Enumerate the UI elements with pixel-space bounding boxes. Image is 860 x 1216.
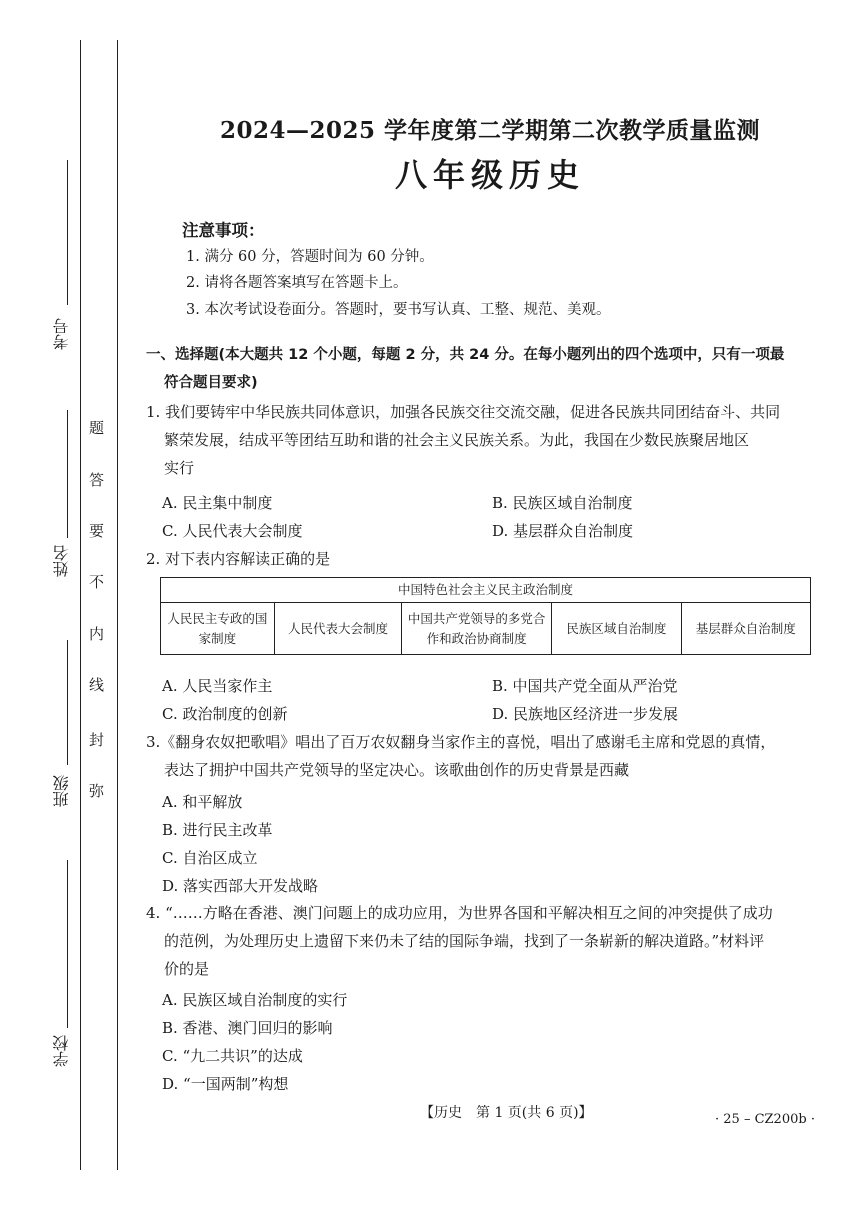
table-cell: 基层群众自治制度 — [681, 603, 810, 655]
question-3-option-b: B. 进行民主改革 — [162, 821, 273, 839]
notice-item: 3. 本次考试设卷面分。答题时，要书写认真、工整、规范、美观。 — [186, 302, 611, 318]
question-4-option-c: C. “九二共识”的达成 — [162, 1047, 303, 1065]
question-1-option-d: D. 基层群众自治制度 — [492, 522, 634, 540]
seal-char: 封 — [87, 732, 105, 747]
question-3-option-c: C. 自治区成立 — [162, 849, 258, 867]
question-2-option-c: C. 政治制度的创新 — [162, 705, 288, 723]
stem-line: 1. 我们要铸牢中华民族共同体意识，加强各民族交往交流交融，促进各民族共同团结奋斗、共同 — [146, 403, 781, 421]
exam-number-blank — [67, 160, 68, 305]
seal-char: 线 — [87, 677, 105, 692]
class-label: 班级 — [52, 775, 71, 807]
paper-code: · 25 – CZ200b · — [715, 1112, 815, 1127]
question-1-stem — [146, 398, 816, 482]
stem-line: 繁荣发展，结成平等团结互助和谐的社会主义民族关系。为此，我国在少数民族聚居地区 — [164, 431, 750, 449]
class-blank — [67, 640, 68, 765]
page-footer: 【历史 第 1 页(共 6 页)】 — [420, 1105, 593, 1121]
stem-line: 3.《翻身农奴把歌唱》唱出了百万农奴翻身当家作主的喜悦，唱出了感谢毛主席和党恩的真情， — [146, 733, 776, 751]
notice-heading: 注意事项： — [182, 221, 265, 240]
question-1-option-b: B. 民族区域自治制度 — [492, 494, 633, 512]
section-heading-line: 符合题目要求) — [164, 375, 258, 391]
question-3-option-d: D. 落实西部大开发战略 — [162, 877, 319, 895]
stem-line: 价的是 — [164, 960, 210, 978]
seal-char: 弥 — [87, 783, 105, 798]
section-heading-line: 一、选择题(本大题共 12 个小题，每题 2 分，共 24 分。在每小题列出的四个选项中，只有一项最 — [146, 347, 785, 363]
table-header: 中国特色社会主义民主政治制度 — [161, 578, 811, 603]
section-heading — [146, 341, 816, 397]
table-cell: 人民代表大会制度 — [274, 603, 401, 655]
seal-char: 答 — [87, 472, 105, 487]
question-3-option-a: A. 和平解放 — [162, 793, 243, 811]
notice-item: 2. 请将各题答案填写在答题卡上。 — [186, 275, 408, 291]
notice-item: 1. 满分 60 分，答题时间为 60 分钟。 — [186, 249, 434, 265]
margin-line-inner — [117, 40, 118, 1170]
table-cell: 人民民主专政的国家制度 — [161, 603, 275, 655]
question-2-option-d: D. 民族地区经济进一步发展 — [492, 705, 679, 723]
seal-char: 不 — [87, 574, 105, 589]
question-2-option-a: A. 人民当家作主 — [162, 677, 273, 695]
stem-line: 实行 — [164, 459, 195, 477]
stem-line: 表达了拥护中国共产党领导的坚定决心。该歌曲创作的历史背景是西藏 — [164, 761, 630, 779]
question-3-stem — [146, 728, 816, 784]
seal-char: 内 — [87, 626, 105, 641]
question-1-option-a: A. 民主集中制度 — [162, 494, 273, 512]
question-2-stem — [146, 545, 816, 573]
table-cell: 民族区域自治制度 — [552, 603, 681, 655]
stem-line: 4. “……方略在香港、澳门问题上的成功应用，为世界各国和平解决相互之间的冲突提供了成功 — [146, 904, 773, 922]
question-4-stem — [146, 899, 816, 983]
question-4-option-d: D. “一国两制”构想 — [162, 1075, 289, 1093]
table-cell: 中国共产党领导的多党合作和政治协商制度 — [402, 603, 552, 655]
seal-char: 要 — [87, 523, 105, 538]
exam-number-label: 考号 — [52, 318, 71, 350]
question-2-table — [160, 577, 811, 655]
school-blank — [67, 860, 68, 1028]
question-4-option-a: A. 民族区域自治制度的实行 — [162, 991, 348, 1009]
exam-subtitle: 八年级历史 — [394, 156, 585, 194]
name-blank — [67, 410, 68, 538]
question-2-option-b: B. 中国共产党全面从严治党 — [492, 677, 678, 695]
name-label: 姓名 — [52, 545, 71, 577]
stem-line: 2. 对下表内容解读正确的是 — [146, 550, 331, 568]
exam-title: 2024—2025 学年度第二学期第二次教学质量监测 — [219, 117, 761, 144]
margin-line-outer — [80, 40, 81, 1170]
stem-line: 的范例，为处理历史上遗留下来仍未了结的国际争端，找到了一条崭新的解决道路。”材料评 — [164, 932, 765, 950]
school-label: 学校 — [52, 1035, 71, 1067]
seal-char: 题 — [87, 420, 105, 435]
question-1-option-c: C. 人民代表大会制度 — [162, 522, 303, 540]
question-4-option-b: B. 香港、澳门回归的影响 — [162, 1019, 333, 1037]
